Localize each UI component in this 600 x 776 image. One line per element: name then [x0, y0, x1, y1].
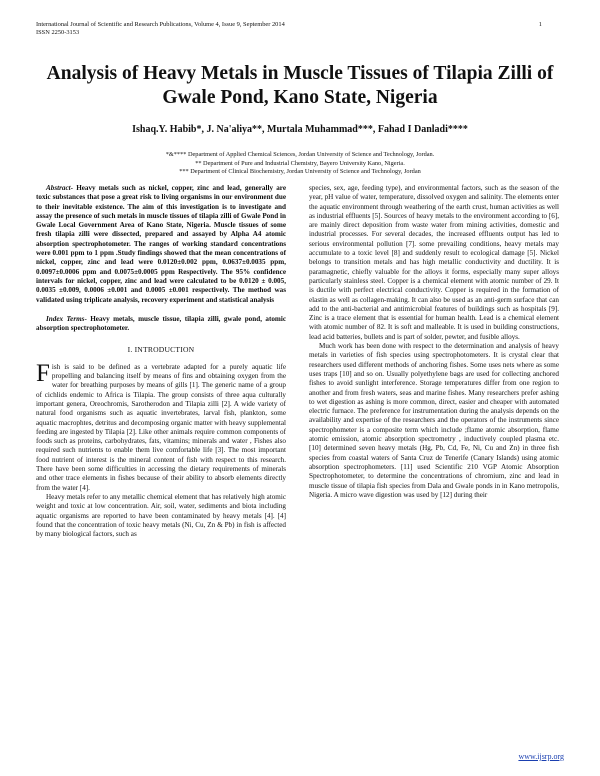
index-terms-label: Index Terms- [46, 314, 87, 323]
affiliations [36, 151, 564, 177]
affiliation-1: *&**** Department of Applied Chemical Sciences, Jordan University of Science and Technology, Jordan. [165, 151, 435, 158]
paper-title: Analysis of Heavy Metals in Muscle Tissues of Tilapia Zilli of Gwale Pond, Kano State, Nigeria [46, 63, 554, 108]
affiliation-3: *** Department of Clinical Biochemistry, Jordan University of Science and Technology, Jordan [179, 168, 421, 176]
issn: ISSN 2250-3153 [36, 29, 80, 36]
journal-header [36, 21, 564, 37]
abstract-label: Abstract- [46, 184, 73, 192]
right-paragraph-2: Much work has been done with respect to the determination and analysis of heavy metals in varieties of fish species using spectrophotometers. It is crystal clear that researchers used different methods of anchoring fishes. Some uses nets where as some uses traps [10] and so on. Usually polyethylene bags are used for collecting anchored fishes to avoid sunlight interference. Storage temperatures differ from one region to another and from fresh waters, seas and marine fishes. Many researchers prefer ashing to wet digestion as ashing is more common, direct, easier and cheaper with automated electric furnace. The preference for instrumentation during the analysis depends on the availability and expertise of the researchers and the operators of the instruments since spectrophometer is a composite term which include ;flame atomic absorption, flame atomic emission, atomic absorption spectrometry , inductively coupled plasma etc. [10] determined seven heavy metals (Hg, Pb, Cd, Fe, Ni, Cu and Zn) in three fish species from coastal waters of Santa Cruz de Tenerife (Canary Islands) using atomic absorption spectrophometers. [11] used Scientific 210 VGP Atomic Absorption Spectrophotometer, to determine the concentrations of chromium, zinc and lead in muscle tissue of tilapia fish species from Dala and Gwale ponds in in Kano metropolis, Nigeria. A micro wave digestion was used by [12] during their [309, 342, 559, 499]
intro-paragraph-1-text: ish is said to be defined as a vertebrate adapted for a purely aquatic life propelling and balancing itself by means of fins and obtaining oxygen from the water for breathing purposes by means of gills [1]. The generic name of a group of cichlids endemic to Africa is Tilapia. The group consists of three aqua culturally important genera, Oreochromis, Sarotherodon and Tilapia zilli [2]. A wide variety of natural food organisms such as aquatic invertebrates, larval fish, plankton, some aquatic macrophtes, detritus and decomposing organic matter with heavy supplemental feeding are ingested by Tilapia [2]. Like other animals require common components of foods such as proteins, carbohydrates, fats, vitamins; minerals and water , Fishes also required such nutrients to enable them live comfortable life [3]. The most important food nutrient of interest is the mineral content of fish with respect to this research. There have been some difficulties in accessing the dietary requirements of minerals and other trace elements in fishes because of their ability to absorb elements directly from the water [4]. [36, 362, 286, 492]
drop-cap: F [36, 359, 50, 387]
abstract-text: Heavy metals such as nickel, copper, zinc and lead, generally are toxic substances that pose a great risk to living organisms in our environment due to their inevitable existence. The aim of this investigation is to investigate and assay the presence of such metals in muscle tissues of tilapia zilli of Gwale Pond in Gwale Local Government Area of Kano State, Nigeria. Muscle tissues of some fresh tilapia zilli were dissected, prepared and assayed by Alpha A4 atomic absorption spectrophotometer. The ranges of working standard concentrations were 0.001 ppm to 1 ppm .Study findings showed that the mean concentrations of nickel, copper, zinc and lead were 0.0120±0.002 ppm, 0.0637±0.0035 ppm, 0.0097±0.0006 ppm and 0.0075±0.0005 ppm Respectively. The 95% confidence intervals for nickel, copper, zinc and lead were calculated to be 0.0120 ± 0.005, 0.0035 ±0.009, 0.0006 ±0.001 and 0.0005 ±0.001 respectively. The method was validated using triplicate analysis, recovery experiment and statistical analysis [36, 184, 286, 304]
journal-url-link[interactable]: www.ijsrp.org [518, 752, 564, 761]
abstract [36, 184, 286, 305]
left-column [36, 184, 286, 539]
author-list: Ishaq.Y. Habib*, J. Na'aliya**, Murtala Muhammad***, Fahad I Danladi**** [132, 124, 468, 135]
intro-paragraph-1 [36, 359, 286, 493]
right-column [309, 184, 559, 500]
affiliation-2: ** Department of Pure and Industrial Chemistry, Bayero University Kano, Nigeria. [195, 159, 405, 167]
index-terms-text: Heavy metals, muscle tissue, tilapia zilli, gwale pond, atomic absorption spectrophotometer. [36, 314, 286, 333]
section-heading-introduction: I. INTRODUCTION [127, 345, 195, 355]
page-number: 1 [538, 21, 542, 28]
index-terms [36, 315, 286, 334]
journal-name: International Journal of Scientific and Research Publications, Volume 4, Issue 9, September 2014 [36, 21, 285, 28]
intro-paragraph-2: Heavy metals refer to any metallic chemical element that has relatively high atomic weight and toxic at low concentration. Air, soil, water, sediments and biota including aquatic organisms are reported to have been contaminated by heavy metals [4]. [4] found that the concentration of toxic heavy metals (Ni, Cu, Zn & Pb) in fish is affected by many biological factors, such as [36, 492, 286, 539]
right-paragraph-1: species, sex, age, feeding type), and environmental factors, such as the season of the year, pH value of water, temperature, dissolved oxygen and salinity. The elements enter the aquatic environment through weathering of the earth crust, human activities as well as industrial effluents [5]. Sources of heavy metals to the environment according to [6], are mainly direct deposition from waste water from mining activities, domestic and industrial processes. For several decades, the increased effluents output has led to serious environmental pollution [7]. some prevailing conditions, heavy metals may accumulate to a toxic level [8] and suddenly result to ecological damage [5]. Nickel belongs to transition metals and has high metallic conductivity and ductility. It is paramagnetic, chiefly valuable for the alloys it forms, especially many super alloys particularly stainless steel. Copper is a chemical element with atomic number of 29. It is ductile with perfect electrical conductivity. Copper is required in the formation of elastin as well as collagen-making. It can also be used as an anti-germ surface that can add to the anti-bacterial and antimicrobial features of buildings such as hospitals [9]. Zinc is a trace element that is essential for human health. Lead is a chemical element with atomic number of 82. It is soft and malleable. It is used in building constructions, lead acid batteries, bullets and is part of solder, pewter, and fusible alloys. [309, 184, 559, 341]
